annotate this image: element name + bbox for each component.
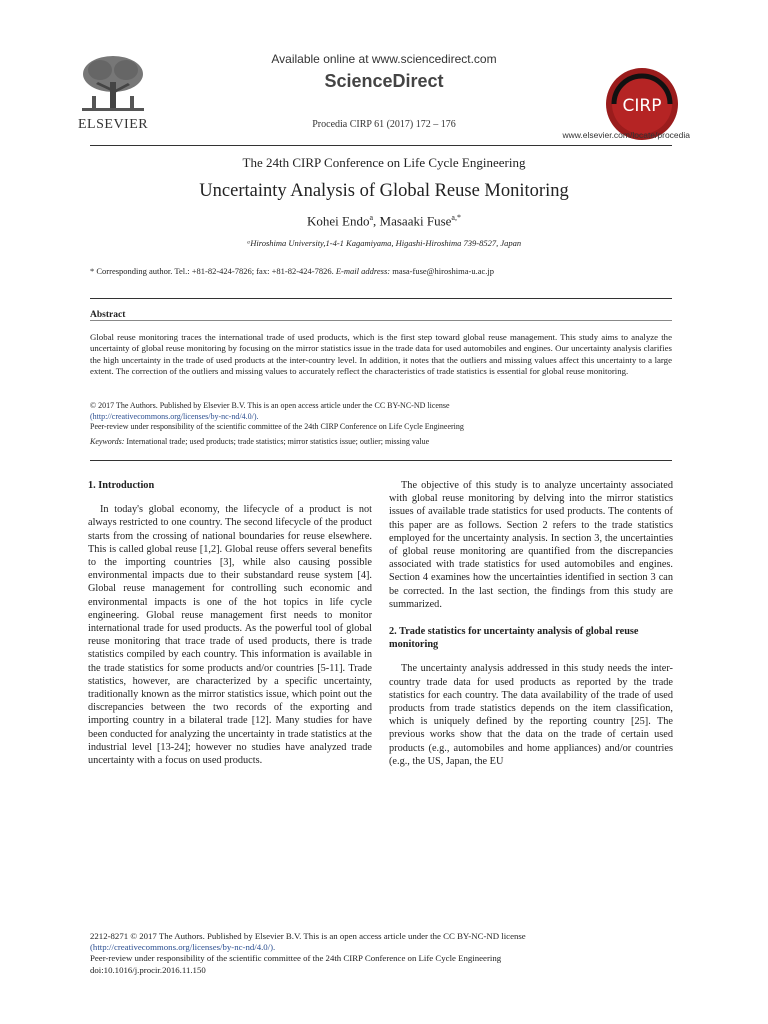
author-affiliation-mark: a,* (451, 213, 461, 222)
section-heading: 1. Introduction (88, 480, 155, 491)
journal-reference: Procedia CIRP 61 (2017) 172 – 176 (312, 119, 456, 130)
footer-license-link[interactable]: (http://creativecommons.org/licenses/by-nc-nd/4.0/). (90, 942, 276, 953)
abstract-top-rule (90, 298, 672, 299)
cirp-logo-text: CIRP (622, 96, 662, 116)
publisher-name: ELSEVIER (78, 117, 149, 132)
email-address[interactable]: masa-fuse@hiroshima-u.ac.jp (392, 266, 494, 276)
author-list: Kohei Endo$^a$, Masaaki Fuse$^{a,*}$ (307, 213, 461, 229)
copyright-notice (90, 401, 672, 433)
abstract-heading-rule (90, 320, 672, 321)
keywords (90, 437, 672, 446)
right-column (389, 479, 673, 782)
paragraph: In today's global economy, the lifecycle of a product is not always restricted to one country. The second lifecycle of the product starts from the crossing of national boundaries for reuse elsewhere. This is called global reuse [1,2]. Global reuse offers several benefits to the importing countries [3], while also causing possible environmental impacts due to their substandard reuse system [4]. Global reuse management for controlling such economic and environmental impacts is one of the hot topics in life cycle engineering. Global reuse management first needs to monitor international trade for used products. As the powerful tool of global reuse monitoring that trace trade of used products, there is trade statistics compiled by each country. This information is available in the trade statistics for some products and/or countries [5-11]. Trade statistics, however, are characterized by a specific uncertainty, traditionally known as the mirror statistics issue, which point out the discrepancies between the two records of the exporting and importing country in a bilateral trade [12]. Many studies for have been conducted for analyzing the uncertainty in trade statistics at the industrial level [13-24]; however no studies have analyzed trade uncertainty with a focus on used products. (88, 504, 372, 767)
copyright-line: © 2017 The Authors. Published by Elsevier B.V. This is an open access article under the CC BY-NC-ND license (90, 401, 450, 410)
paragraph: The uncertainty analysis addressed in this study needs the inter-country trade data for used products as reported by the trade statistics for each country. The data availability of the trade of used products from trade statistics depends on the item classification, which is uniquely defined by the reporting country [25]. The previous works show that the data on the trade of certain used products (e.g., automobiles and home appliances) and/or countries (e.g., the US, Japan, the EU (389, 663, 673, 767)
footer-peer-review: Peer-review under responsibility of the scientific committee of the 24th CIRP Conference on Life Cycle Engineering (90, 953, 502, 964)
author-name: Kohei Endo (307, 213, 370, 229)
sciencedirect-wordmark: ScienceDirect (324, 71, 444, 91)
peer-review-line: Peer-review under responsibility of the scientific committee of the 24th CIRP Conference on Life Cycle Engineering (90, 422, 464, 431)
body-top-rule (90, 460, 672, 461)
footer (90, 931, 690, 976)
doi[interactable]: doi:10.1016/j.procir.2016.11.150 (90, 964, 206, 975)
keywords-text: International trade; used products; trade statistics; mirror statistics issue; outlier; missing value (124, 437, 430, 446)
header-divider (90, 145, 672, 146)
available-online-text: Available online at www.sciencedirect.com (271, 52, 497, 66)
email-label: E-mail address: (335, 266, 391, 276)
conference-name: The 24th CIRP Conference on Life Cycle Engineering (242, 155, 526, 170)
abstract-text: Global reuse monitoring traces the international trade of used products, which is the first step toward global reuse management. This study aims to analyze the uncertainty of global reuse monitoring by focusing on the mirror statistics issue in the trade data for used automobiles and engines. Our uncertainty analysis clarifies the high uncertainty in the trade of used products at the inter-country level. In addition, it notes that the outliers and missing values affect this uncertainty to a large extent. The correction of the outliers and missing values to accurately reflect the characteristics of trade statistics is essential for global reuse monitoring. (90, 332, 672, 377)
abstract-heading: Abstract (90, 310, 126, 320)
paragraph: The objective of this study is to analyze uncertainty associated with global reuse monitoring by delving into the mirror statistics issues of available trade statistics for used products. The contents of this paper are as follows. Section 2 refers to the trade statistics employed for the uncertainty analysis. In section 3, the uncertainties of global reuse monitoring are quantified from the discrepancies associated with trade statistics for used automobiles and engines. Section 4 examines how the uncertainties identified in section 3 can be corrected. In the last section, the findings from this study are summarized. (389, 480, 673, 610)
keywords-label: Keywords: (90, 437, 125, 446)
paper-title: Uncertainty Analysis of Global Reuse Monitoring (199, 181, 569, 201)
corresponding-contact: * Corresponding author. Tel.: +81-82-424-7826; fax: +81-82-424-7826. (90, 266, 334, 276)
license-link[interactable]: (http://creativecommons.org/licenses/by-nc-nd/4.0/). (90, 411, 259, 421)
footer-copyright: 2212-8271 © 2017 The Authors. Published by Elsevier B.V. This is an open access article under the CC BY-NC-ND license (90, 931, 526, 941)
affiliation: ᵃHiroshima University,1-4-1 Kagamiyama, Higashi-Hiroshima 739-8527, Japan (246, 238, 522, 248)
left-column (88, 479, 372, 781)
author-name: Masaaki Fuse (379, 213, 452, 229)
author-affiliation-mark: a (369, 213, 374, 222)
section-heading: 2. Trade statistics for uncertainty analysis of global reuse monitoring (389, 626, 639, 651)
corresponding-author-note (90, 266, 494, 276)
journal-url: www.elsevier.com/locate/procedia (562, 130, 690, 140)
